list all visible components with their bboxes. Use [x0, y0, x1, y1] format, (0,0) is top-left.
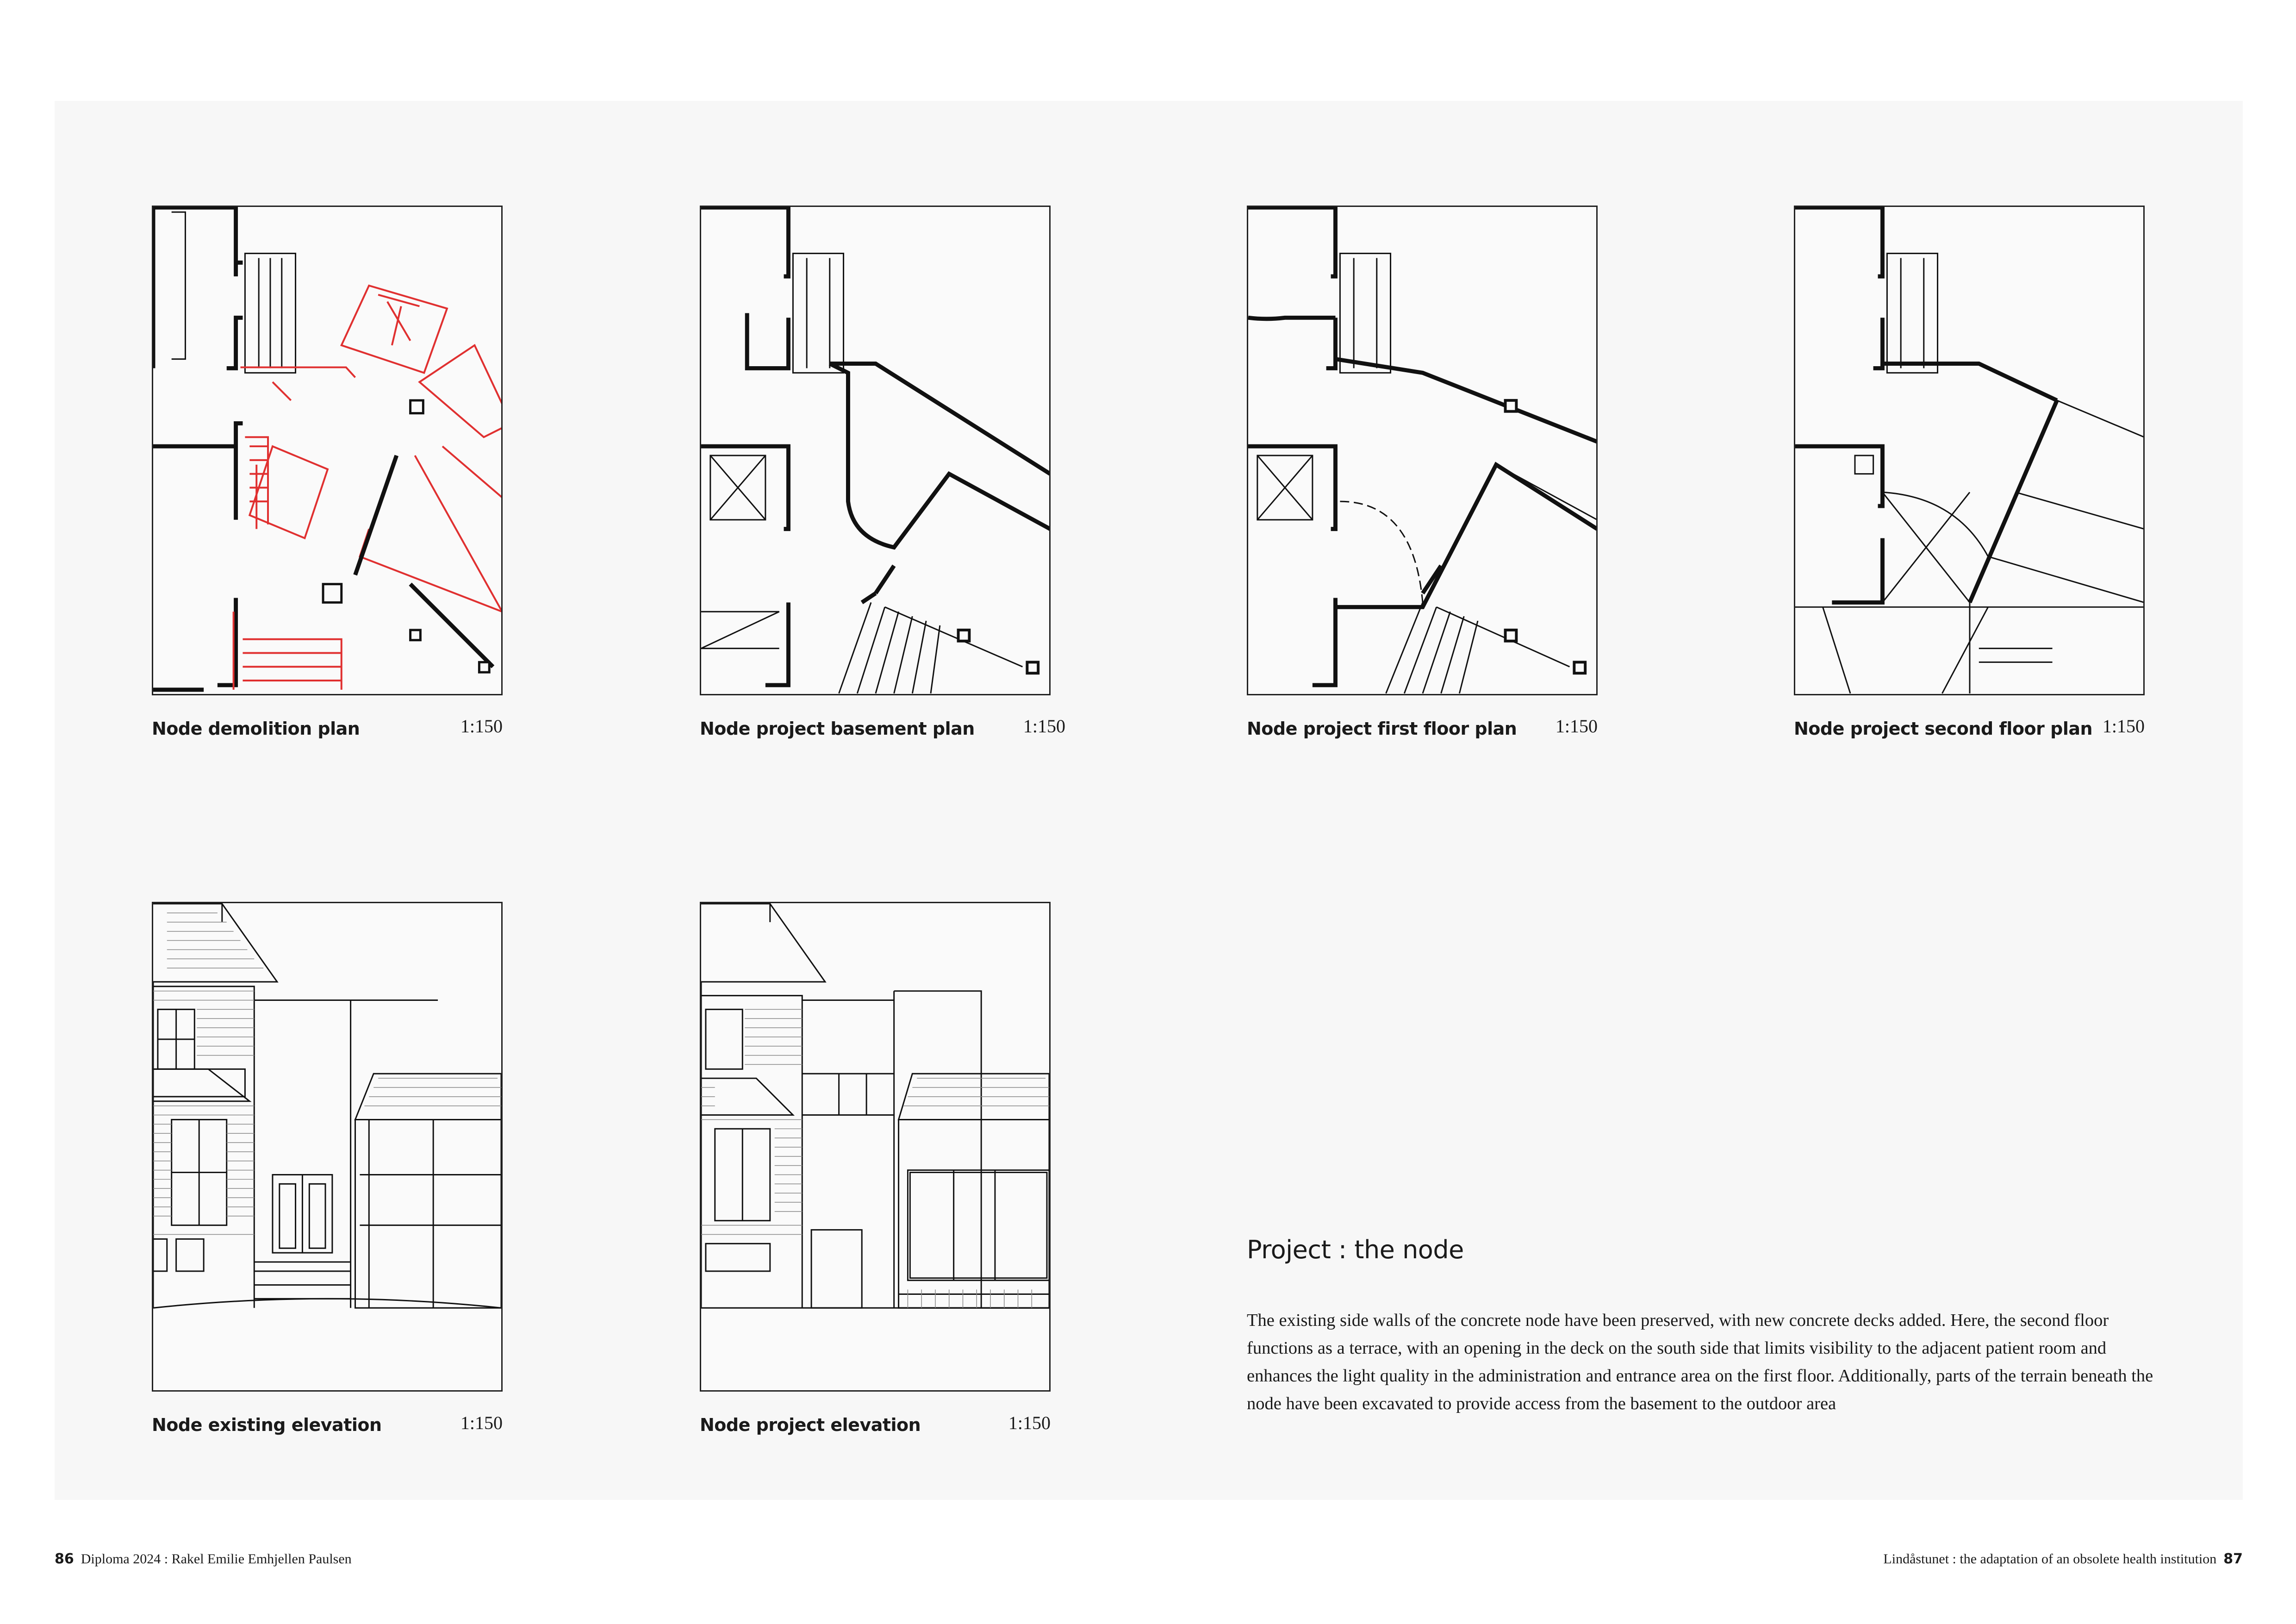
scale-demolition-plan: 1:150 [460, 716, 503, 737]
demolition-plan-drawing [152, 206, 503, 695]
caption-existing-elevation: Node existing elevation [152, 1415, 382, 1435]
page-number-left: 86 [55, 1551, 74, 1567]
caption-demolition-plan: Node demolition plan [152, 718, 360, 739]
scale-existing-elevation: 1:150 [460, 1412, 503, 1433]
scale-basement-plan: 1:150 [1023, 716, 1065, 737]
caption-basement-plan: Node project basement plan [700, 718, 975, 739]
caption-second-floor-plan: Node project second floor plan [1794, 718, 2093, 739]
section-title: Project : the node [1247, 1235, 1464, 1264]
basement-plan-drawing [700, 206, 1051, 695]
first-floor-plan-drawing [1247, 206, 1598, 695]
caption-project-elevation: Node project elevation [700, 1415, 921, 1435]
project-elevation-svg [701, 903, 1049, 1390]
footer-left [55, 1551, 352, 1567]
project-elevation-drawing [700, 902, 1051, 1392]
scale-first-floor-plan: 1:150 [1555, 716, 1598, 737]
page-number-right: 87 [2223, 1551, 2243, 1567]
existing-elevation-svg [153, 903, 501, 1390]
second-floor-plan-svg [1795, 207, 2143, 694]
basement-plan-svg [701, 207, 1049, 694]
caption-first-floor-plan: Node project first floor plan [1247, 718, 1517, 739]
scale-second-floor-plan: 1:150 [2102, 716, 2145, 737]
existing-elevation-drawing [152, 902, 503, 1392]
scale-project-elevation: 1:150 [1008, 1412, 1051, 1433]
footer-right-text: Lindåstunet : the adaptation of an obsolete health institution [1883, 1551, 2217, 1567]
section-body: The existing side walls of the concrete node have been preserved, with new concrete decks added. Here, the second floor functions as a terrace, with an opening in the deck on the south side that limits visibility to the adjacent patient room and enhances the light quality in the administration and entrance area on the first floor. Additionally, parts of the terrain beneath the node have been excavated to provide access from the basement to the outdoor area [1247, 1311, 2153, 1413]
second-floor-plan-drawing [1794, 206, 2145, 695]
footer-right [1883, 1551, 2243, 1567]
first-floor-plan-svg [1248, 207, 1596, 694]
demolition-plan-svg [153, 207, 501, 694]
footer-left-text: Diploma 2024 : Rakel Emilie Emhjellen Paulsen [81, 1551, 352, 1567]
